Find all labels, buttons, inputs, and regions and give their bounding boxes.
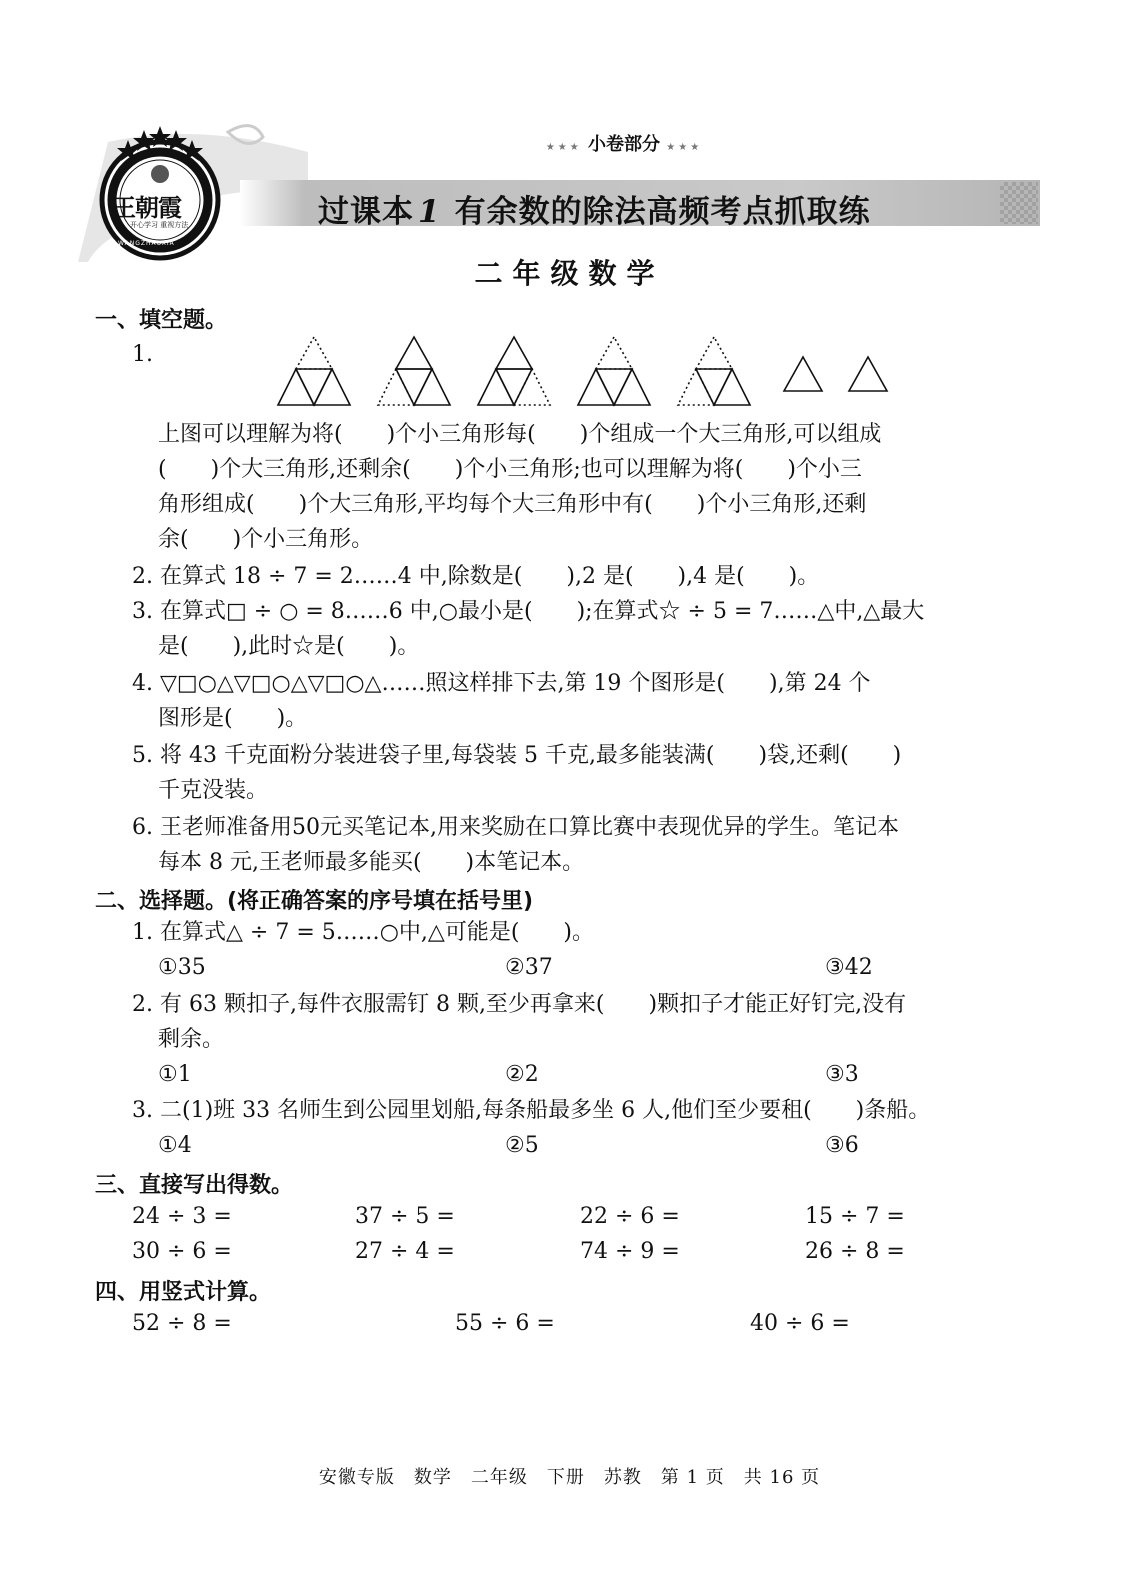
- choice-2-option-1: ①1: [158, 1062, 192, 1087]
- triangle-group-icon: [478, 337, 550, 405]
- question-5-line-1: 5. 将 43 千克面粉分装进袋子里,每袋装 5 千克,最多能装满( )袋,还剩( ): [132, 743, 902, 768]
- section-3-title: 三、直接写出得数。: [95, 1173, 294, 1198]
- choice-question-2-line-2: 剩余。: [158, 1027, 225, 1052]
- choice-3-option-2: ②5: [505, 1133, 539, 1158]
- small-triangle-icon: [849, 357, 887, 391]
- triangle-figure: [270, 335, 900, 415]
- question-6-line-2: 每本 8 元,王老师最多能买( )本笔记本。: [158, 850, 585, 875]
- page-footer: 安徽专版 数学 二年级 下册 苏教 第 1 页 共 16 页: [318, 1467, 821, 1488]
- part-label: [0, 130, 1139, 156]
- logo-ring-text: WANGZHAOXIA: [118, 240, 175, 247]
- question-4-line-2: 图形是( )。: [158, 706, 308, 731]
- part-label-text: 小卷部分: [588, 134, 660, 155]
- logo-motto: 开心学习 重视方法: [130, 221, 189, 229]
- question-6-line-1: 6. 王老师准备用50元买笔记本,用来奖励在口算比赛中表现优异的学生。笔记本: [132, 815, 899, 840]
- question-4-line-1: 4. ▽□○△▽□○△▽□○△……照这样排下去,第 19 个图形是( ),第 24 个: [132, 671, 871, 696]
- vertical-calc-item: 52 ÷ 8 =: [132, 1311, 232, 1336]
- mental-math-item: 37 ÷ 5 =: [355, 1204, 455, 1229]
- lesson-label: 过课本: [318, 194, 414, 230]
- page-subtitle: 二年级数学: [474, 257, 665, 290]
- question-3-line-1: 3. 在算式□ ÷ ○ = 8……6 中,○最小是( );在算式☆ ÷ 5 = 7……△中,△最大: [132, 599, 925, 624]
- triangle-group-icon: [378, 337, 450, 405]
- lesson-title-text: 有余数的除法高频考点抓取练: [454, 194, 871, 230]
- mental-math-item: 27 ÷ 4 =: [355, 1239, 455, 1264]
- choice-1-option-1: ①35: [158, 955, 206, 980]
- choice-3-option-1: ①4: [158, 1133, 192, 1158]
- mental-math-item: 24 ÷ 3 =: [132, 1204, 232, 1229]
- vertical-calc-item: 55 ÷ 6 =: [455, 1311, 555, 1336]
- mental-math-item: 30 ÷ 6 =: [132, 1239, 232, 1264]
- mental-math-item: 26 ÷ 8 =: [805, 1239, 905, 1264]
- choice-question-3: 3. 二(1)班 33 名师生到公园里划船,每条船最多坐 6 人,他们至少要租( )条船。: [132, 1098, 931, 1123]
- section-2-title: 二、选择题。(将正确答案的序号填在括号里): [95, 889, 534, 914]
- small-triangle-icon: [784, 357, 822, 391]
- choice-2-option-3: ③3: [825, 1062, 859, 1087]
- star-decoration-icon: ★★★: [545, 142, 582, 153]
- logo-name: 王朝霞: [112, 193, 181, 222]
- mental-math-item: 74 ÷ 9 =: [580, 1239, 680, 1264]
- lesson-number: 1: [418, 194, 441, 230]
- question-3-line-2: 是( ),此时☆是( )。: [158, 634, 420, 659]
- choice-1-option-2: ②37: [505, 955, 553, 980]
- mental-math-item: 22 ÷ 6 =: [580, 1204, 680, 1229]
- q1-line-1: 上图可以理解为将( )个小三角形每( )个组成一个大三角形,可以组成: [158, 422, 882, 447]
- triangle-group-icon: [678, 337, 750, 405]
- choice-2-option-2: ②2: [505, 1062, 539, 1087]
- section-1-title: 一、填空题。: [95, 308, 228, 333]
- choice-question-2-line-1: 2. 有 63 颗扣子,每件衣服需钉 8 颗,至少再拿来( )颗扣子才能正好钉完,没有: [132, 992, 907, 1017]
- lesson-title: [318, 186, 871, 231]
- mental-math-item: 15 ÷ 7 =: [805, 1204, 905, 1229]
- section-4-title: 四、用竖式计算。: [95, 1280, 272, 1305]
- q1-line-4: 余( )个小三角形。: [158, 527, 374, 552]
- q1-line-2: ( )个大三角形,还剩余( )个小三角形;也可以理解为将( )个小三: [158, 457, 862, 482]
- q1-line-3: 角形组成( )个大三角形,平均每个大三角形中有( )个小三角形,还剩: [158, 492, 867, 517]
- choice-1-option-3: ③42: [825, 955, 873, 980]
- choice-3-option-3: ③6: [825, 1133, 859, 1158]
- triangle-group-icon: [278, 337, 350, 405]
- checker-decoration: [1000, 182, 1038, 224]
- triangle-group-icon: [578, 337, 650, 405]
- star-decoration-icon: ★★★: [666, 142, 703, 153]
- question-2: 2. 在算式 18 ÷ 7 = 2……4 中,除数是( ),2 是( ),4 是( )。: [132, 564, 820, 589]
- choice-question-1: 1. 在算式△ ÷ 7 = 5……○中,△可能是( )。: [132, 920, 595, 945]
- question-5-line-2: 千克没装。: [158, 778, 269, 803]
- vertical-calc-item: 40 ÷ 6 =: [750, 1311, 850, 1336]
- question-1-number: 1.: [132, 342, 153, 367]
